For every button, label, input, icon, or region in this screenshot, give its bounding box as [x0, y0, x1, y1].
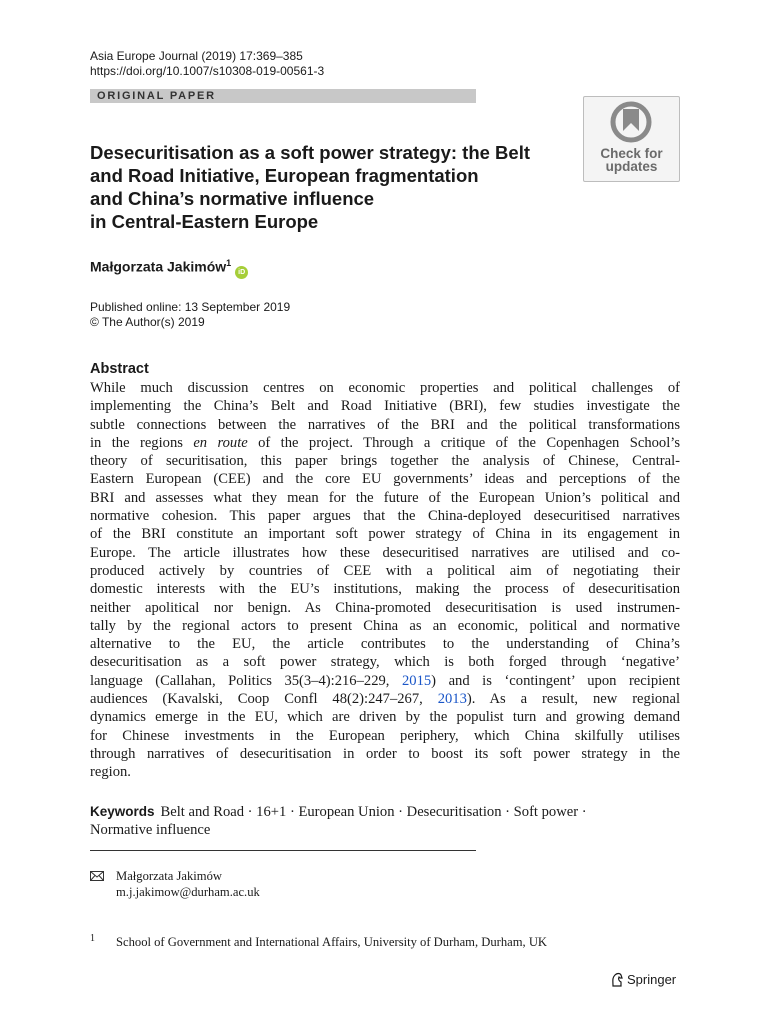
abstract-line — [90, 763, 680, 781]
abstract-text: implementing the China’s Belt and Road Initiative (BRI), few studies investigate the — [90, 398, 680, 415]
abstract-text: through narratives of desecuritisation in order to boost its soft power strategy in the — [90, 745, 680, 762]
check-for-updates-label — [584, 147, 679, 173]
abstract-line — [90, 416, 680, 434]
check-for-updates-line: updates — [605, 159, 658, 174]
title-line: and Road Initiative, European fragmentation — [90, 165, 479, 186]
check-for-updates-line: Check for — [600, 146, 663, 161]
abstract-line — [90, 507, 680, 525]
abstract-line — [90, 599, 680, 617]
keywords-line: Normative influence — [90, 822, 211, 838]
abstract-line — [90, 562, 680, 580]
abstract-text: of the BRI constitute an important soft power strategy of China in its engagement in — [90, 526, 680, 543]
publisher-logo — [610, 972, 676, 987]
abstract-text: tally by the regional actors to present China as an economic, political and normative — [90, 617, 680, 634]
check-for-updates-button[interactable] — [583, 96, 680, 182]
paper-type-bar — [90, 89, 476, 103]
abstract-text: While much discussion centres on economic properties and political challenges of — [90, 380, 680, 396]
springer-horse-icon — [610, 972, 624, 987]
abstract-text: audiences (Kavalski, Coop Confl 48(2):247–267, — [90, 691, 438, 708]
abstract-text: dynamics emerge in the EU, which are driven by the populist turn and growing demand — [90, 709, 680, 726]
abstract-text: normative cohesion. This paper argues that the China-deployed desecuritised narratives — [90, 508, 680, 525]
contact-name: Małgorzata Jakimów — [116, 869, 222, 883]
abstract-line — [90, 745, 680, 763]
paper-title — [90, 141, 560, 233]
abstract-text: ). As a result, new regional — [466, 691, 680, 708]
title-line: in Central-Eastern Europe — [90, 211, 319, 232]
abstract-line — [90, 672, 680, 690]
abstract-line — [90, 580, 680, 598]
title-line: and China’s normative influence — [90, 188, 375, 209]
abstract-line — [90, 635, 680, 653]
abstract-line — [90, 617, 680, 635]
check-for-updates-icon — [607, 101, 655, 147]
abstract-text: Europe. The article illustrates how these desecuritised narratives are utilised and co- — [90, 544, 680, 561]
abstract-text: Eastern European (CEE) and the core EU governments’ ideas and perceptions of the — [90, 471, 680, 488]
abstract-line — [90, 452, 680, 470]
paper-type-label: ORIGINAL PAPER — [97, 90, 216, 102]
abstract-line — [90, 525, 680, 543]
keywords-list: Belt and Road · 16+1 · European Union · Desecuritisation · Soft power · — [160, 804, 587, 820]
doi-link[interactable]: https://doi.org/10.1007/s10308-019-00561-3 — [90, 64, 325, 78]
abstract-line — [90, 379, 680, 397]
abstract-text: BRI and assesses what they mean for the future of the European Union’s political and — [90, 489, 680, 506]
abstract-text: language (Callahan, Politics 35(3–4):216–229, — [90, 672, 402, 689]
abstract-line — [90, 653, 680, 671]
abstract-text: ) and is ‘contingent’ upon recipient — [431, 672, 680, 689]
abstract-line — [90, 470, 680, 488]
abstract-text: region. — [90, 764, 131, 781]
abstract-line — [90, 727, 680, 745]
journal-citation: Asia Europe Journal (2019) 17:369–385 — [90, 49, 303, 63]
abstract-text: neither apolitical nor benign. As China-promoted desecuritisation is used instrumen- — [90, 599, 680, 616]
abstract-heading: Abstract — [90, 361, 149, 377]
author-name[interactable]: Małgorzata Jakimów — [90, 258, 227, 275]
abstract-text: desecuritisation as a soft power strategy, which is both forged through ‘negative’ — [90, 654, 680, 671]
title-line: Desecuritisation as a soft power strategy: the Belt — [90, 142, 531, 163]
abstract-line — [90, 690, 680, 708]
keywords-section — [90, 803, 680, 839]
abstract-line — [90, 397, 680, 415]
copyright-notice: © The Author(s) 2019 — [90, 315, 205, 329]
keywords-label: Keywords — [90, 804, 155, 819]
abstract-line — [90, 544, 680, 562]
abstract-line — [90, 489, 680, 507]
abstract-text: of the project. Through a critique of the Copenhagen School’s — [247, 434, 680, 451]
contact-email-link[interactable]: m.j.jakimow@durham.ac.uk — [116, 885, 260, 899]
footnote-text: School of Government and International Affairs, University of Durham, Durham, UK — [116, 935, 548, 949]
abstract-text: subtle connections between the narratives of the BRI and the political transformations — [90, 416, 680, 433]
abstract-text: theory of securitisation, this paper brings together the analysis of Chinese, Central- — [90, 453, 680, 470]
affiliation-mark: 1 — [226, 258, 232, 268]
citation-link[interactable]: 2015 — [401, 672, 432, 689]
orcid-icon[interactable]: iD — [235, 266, 248, 279]
abstract-text: alternative to the EU, the article contributes to the understanding of China’s — [90, 636, 680, 653]
publisher-name: Springer — [627, 972, 677, 987]
abstract-text: in the regions — [90, 434, 194, 451]
footnote-divider — [90, 850, 476, 851]
envelope-icon — [90, 871, 104, 881]
footnote-mark: 1 — [90, 933, 95, 944]
abstract-body — [90, 379, 680, 782]
abstract-text: produced actively by countries of CEE with a political aim of negotiating their — [90, 562, 680, 579]
author-line — [90, 258, 248, 279]
published-date: Published online: 13 September 2019 — [90, 300, 291, 314]
abstract-line — [90, 708, 680, 726]
keywords-line — [90, 803, 680, 821]
citation-link[interactable]: 2013 — [437, 691, 467, 708]
abstract-italic-text: en route — [193, 434, 248, 451]
abstract-line — [90, 434, 680, 452]
abstract-text: for Chinese investments in the European periphery, which China skilfully utilises — [90, 727, 680, 744]
abstract-text: domestic interests with the EU’s institutions, making the process of desecuritisation — [90, 581, 680, 598]
